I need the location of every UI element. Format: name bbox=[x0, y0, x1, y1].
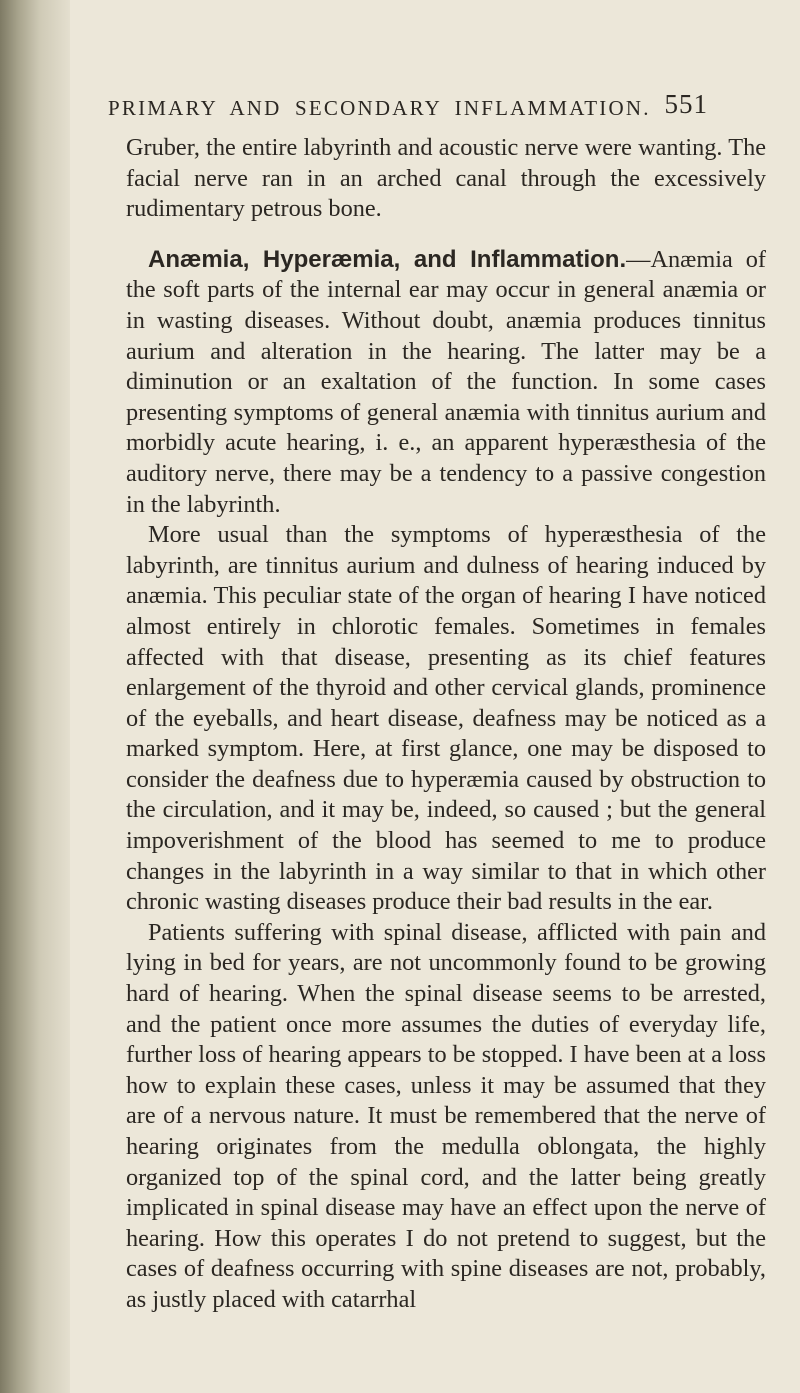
binding-gutter-shadow bbox=[0, 0, 70, 1393]
body-text bbox=[126, 133, 766, 1316]
paragraph-hyperaesthesia: More usual than the symptoms of hyperæsthesia of the labyrinth, are tinnitus aurium and dulness of hearing induced by anæmia. This peculiar state of the organ of hearing I have noticed almost entirely in chlorotic females. Sometimes in females affected with that disease, presenting as its chief features enlargement of the thyroid and other cervical glands, prominence of the eyeballs, and heart disease, deafness may be noticed as a marked symptom. Here, at first glance, one may be disposed to consider the deafness due to hyperæmia caused by obstruction to the circulation, and it may be, indeed, so caused ; but the general impoverishment of the blood has seemed to me to produce changes in the labyrinth in a way similar to that in which other chronic wasting diseases produce their bad results in the ear. bbox=[126, 521, 766, 916]
paragraph-anaemia-text: —Anæmia of the soft parts of the internal ear may occur in general anæmia or in wasting diseases. Without doubt, anæmia produces tinnitus aurium and alteration in the hearing. The latter may be a diminution or an exaltation of the function. In some cases presenting symptoms of general anæmia with tinnitus aurium and morbidly acute hearing, i. e., an apparent hyperæsthesia of the auditory nerve, there may be a tendency to a passive congestion in the labyrinth. bbox=[126, 245, 766, 518]
paragraph-continuation: Gruber, the entire labyrinth and acoustic nerve were wanting. The facial nerve ran in an arched canal through the excessively rudimentary petrous bone. bbox=[126, 134, 766, 223]
running-head: PRIMARY AND SECONDARY INFLAMMATION. bbox=[108, 96, 651, 120]
paragraph-anaemia bbox=[126, 245, 766, 520]
section-heading: Anæmia, Hyperæmia, and Inflammation. bbox=[148, 245, 627, 273]
page-number: 551 bbox=[664, 89, 708, 119]
page-header bbox=[108, 89, 708, 136]
paragraph-spinal-disease: Patients suffering with spinal disease, afflicted with pain and lying in bed for years, are not uncommonly found to be growing hard of hearing. When the spinal disease seems to be arrested, and the patient once more assumes the duties of everyday life, further loss of hearing appears to be stopped. I have been at a loss how to explain these cases, unless it may be assumed that they are of a nervous nature. It must be remembered that the nerve of hearing originates from the medulla oblongata, the highly organized top of the spinal cord, and the latter being greatly implicated in spinal disease may have an effect upon the nerve of hearing. How this operates I do not pretend to suggest, but the cases of deafness occurring with spine diseases are not, probably, as justly placed with catarrhal bbox=[126, 918, 766, 1313]
